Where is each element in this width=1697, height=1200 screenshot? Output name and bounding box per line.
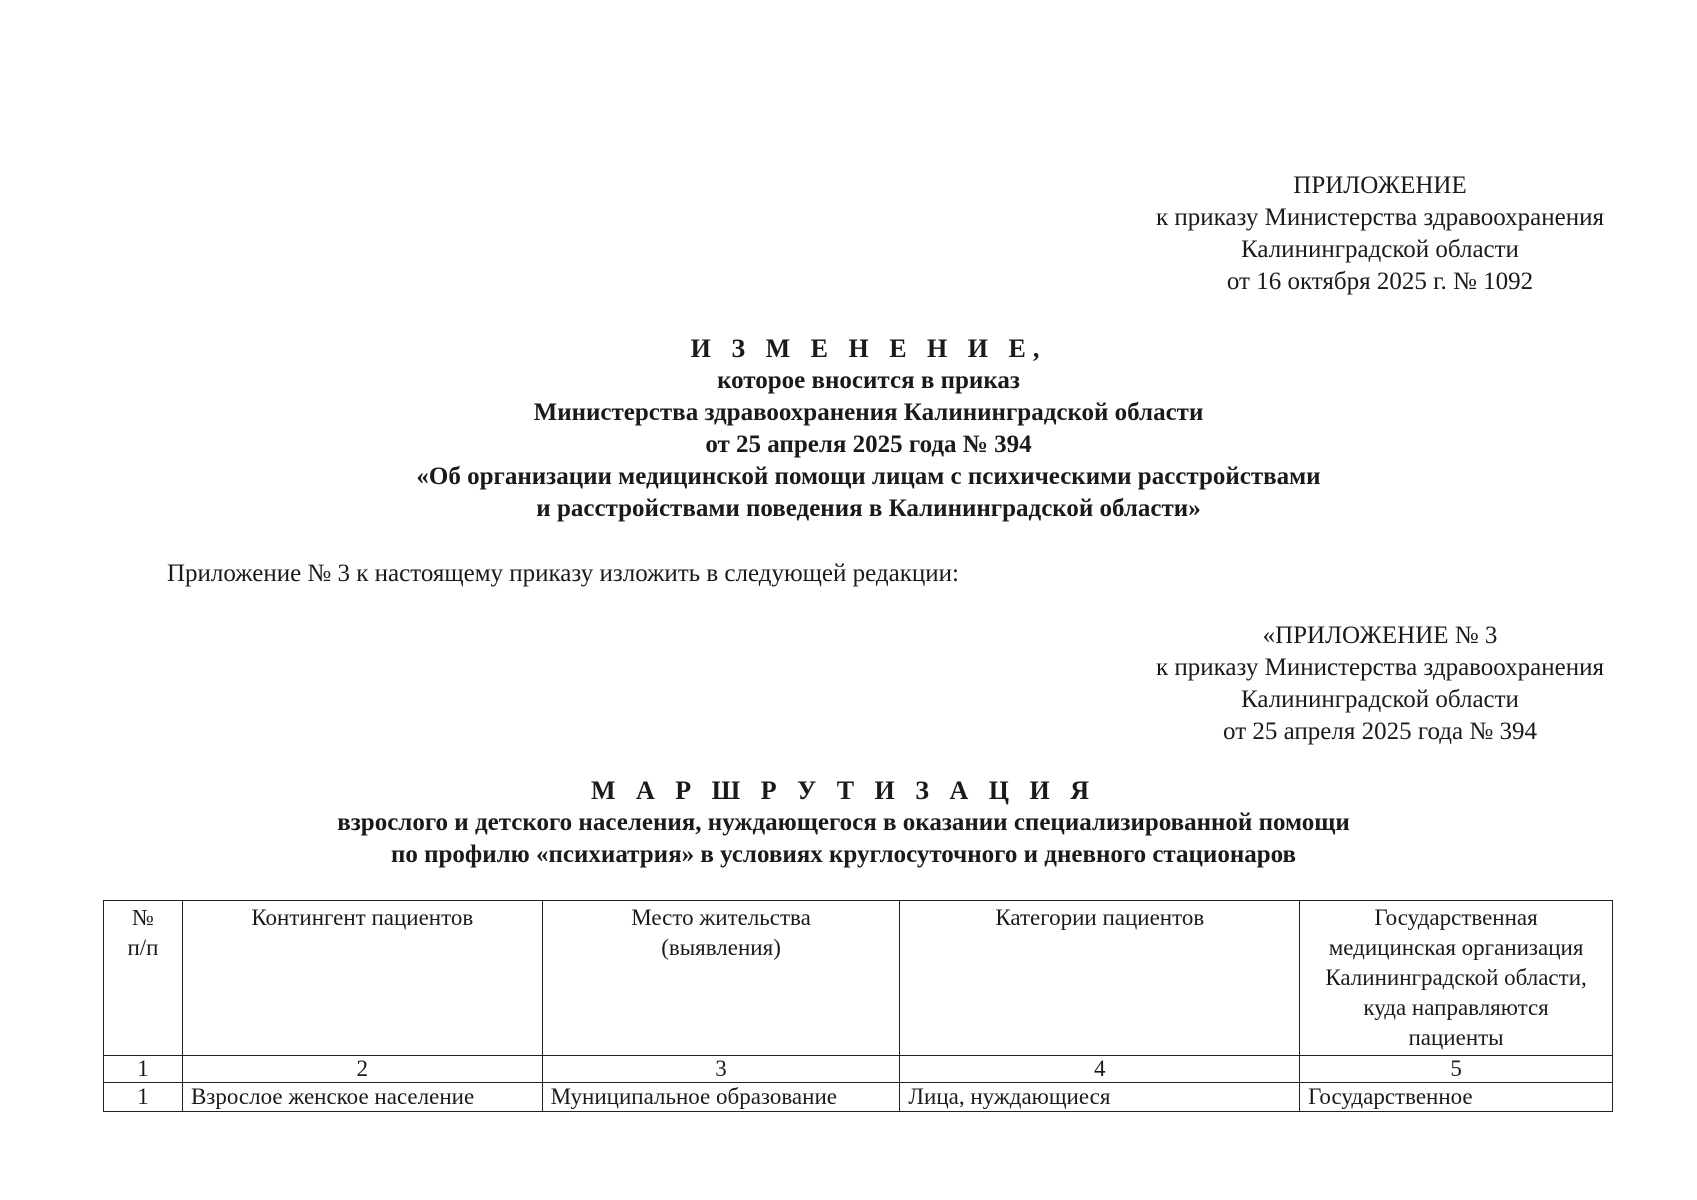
- change-heading: И З М Е Н Е Н И Е,: [690, 334, 1047, 363]
- routing-table: [103, 900, 1613, 1112]
- change-title-line-4: «Об организации медицинской помощи лицам с психическими расстройствами: [416, 463, 1321, 490]
- column-number: 3: [542, 1056, 900, 1083]
- appendix3-line-4: от 25 апреля 2025 года № 394: [1223, 718, 1537, 745]
- appendix-stamp: [1110, 170, 1650, 298]
- appendix3-line-1: «ПРИЛОЖЕНИЕ № 3: [1262, 622, 1498, 649]
- table-header-row: [104, 901, 1613, 1056]
- row-organization: Государственное: [1300, 1083, 1613, 1112]
- change-title-line-2: Министерства здравоохранения Калининградской области: [533, 399, 1204, 426]
- routing-heading: М А Р Ш Р У Т И З А Ц И Я: [590, 776, 1096, 805]
- routing-title-line-2: по профилю «психиатрия» в условиях круглосуточного и дневного стационаров: [390, 841, 1297, 868]
- change-title-line-1: которое вносится в приказ: [717, 367, 1020, 394]
- column-number: 2: [182, 1056, 542, 1083]
- header-contingent: Контингент пациентов: [182, 901, 542, 1056]
- table-row: [104, 1083, 1613, 1112]
- header-number: № п/п: [104, 901, 183, 1056]
- appendix3-line-2: к приказу Министерства здравоохранения: [1155, 654, 1605, 681]
- header-residence: Место жительства (выявления): [542, 901, 900, 1056]
- routing-title-line-1: взрослого и детского населения, нуждающегося в оказании специализированной помощи: [337, 809, 1350, 836]
- change-title-line-5: и расстройствами поведения в Калининградской области»: [536, 495, 1201, 522]
- change-title: [20, 333, 1697, 525]
- header-organization: Государственная медицинская организация Калининградской области, куда направляются пациенты: [1300, 901, 1613, 1056]
- column-number: 5: [1300, 1056, 1613, 1083]
- appendix-line-2: к приказу Министерства здравоохранения: [1155, 204, 1605, 231]
- appendix-line-4: от 16 октября 2025 г. № 1092: [1226, 268, 1534, 295]
- change-title-line-3: от 25 апреля 2025 года № 394: [705, 431, 1032, 458]
- row-number: 1: [104, 1083, 183, 1112]
- row-contingent: Взрослое женское население: [182, 1083, 542, 1112]
- appendix3-line-3: Калининградской области: [1241, 686, 1519, 713]
- column-number: 1: [104, 1056, 183, 1083]
- appendix3-stamp: [1110, 620, 1650, 748]
- header-category: Категории пациентов: [900, 901, 1300, 1056]
- column-number-row: [104, 1056, 1613, 1083]
- appendix-line-3: Калининградской области: [1241, 236, 1519, 263]
- routing-title: [0, 775, 1692, 871]
- row-residence: Муниципальное образование: [542, 1083, 900, 1112]
- instruction-paragraph: Приложение № 3 к настоящему приказу изложить в следующей редакции:: [167, 560, 959, 587]
- row-category: Лица, нуждающиеся: [900, 1083, 1300, 1112]
- column-number: 4: [900, 1056, 1300, 1083]
- appendix-line-1: ПРИЛОЖЕНИЕ: [1293, 172, 1467, 199]
